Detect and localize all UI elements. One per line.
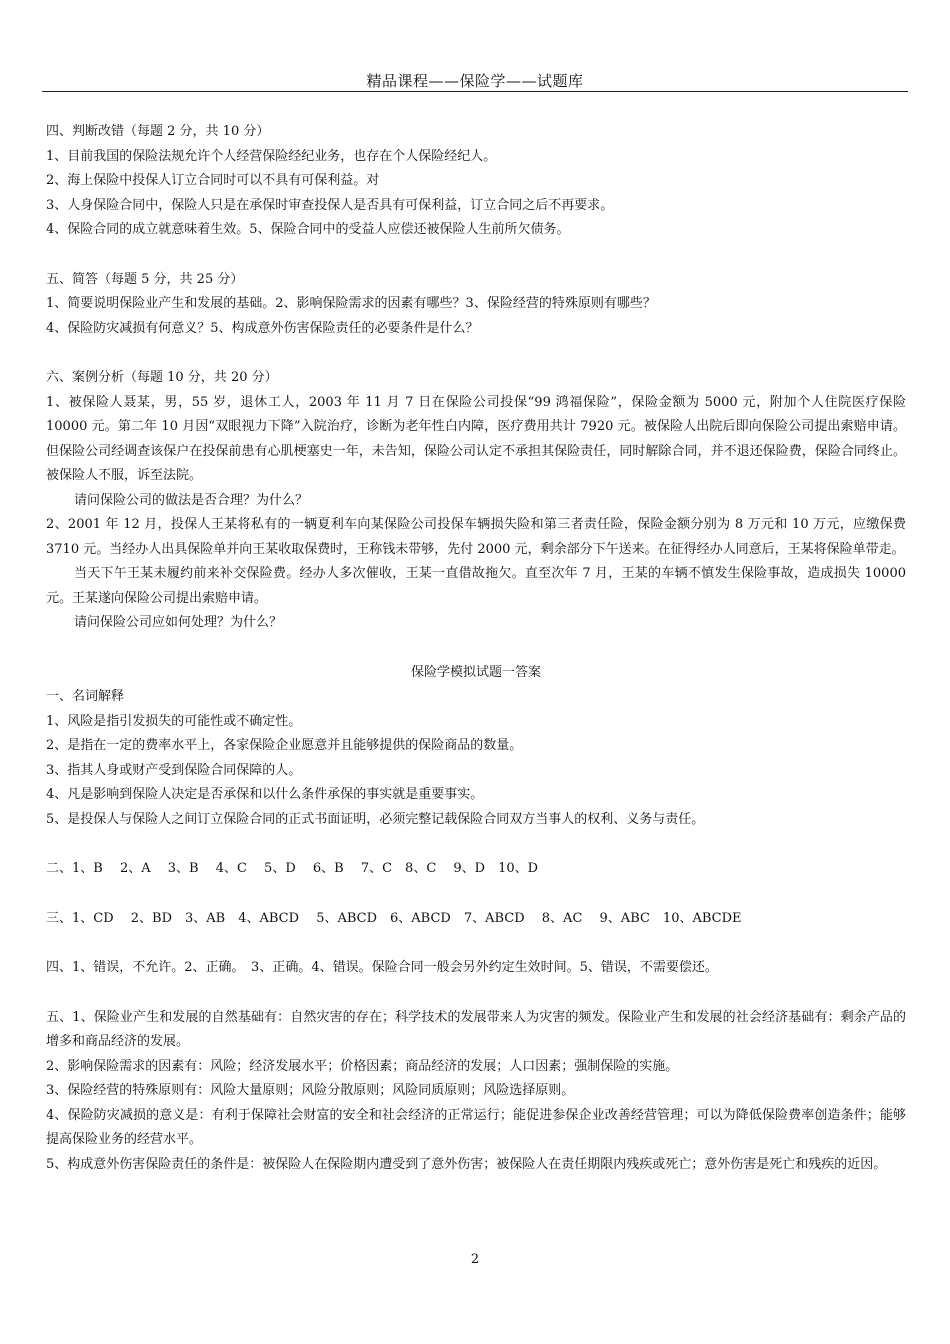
- section-heading: 五、简答（每题 5 分，共 25 分）: [46, 271, 244, 287]
- case-paragraph: 2、2001 年 12 月，投保人王某将私有的一辆夏利车向某保险公司投保车辆损失险和第三者责任险，保险金额分别为 8 万元和 10 万元，应缴保费 3710 元。当经办人出具保险单并向王某收取保费时，王称钱未带够，先付 2000 元，剩余部分下午送来。在征得经办人同意后，王某将保险单带走。: [46, 517, 906, 557]
- case-question: 请问保险公司的做法是否合理？为什么？: [74, 492, 309, 508]
- answer-item: 二、1、B 2、A 3、B 4、C 5、D 6、B 7、C 8、C 9、D 10、D: [46, 861, 539, 876]
- header-divider: [42, 91, 908, 92]
- answer-item: 3、保险经营的特殊原则有：风险大量原则；风险分散原则；风险同质原则；风险选择原则。: [46, 1083, 575, 1098]
- case-paragraph: 1、被保险人聂某，男，55 岁，退休工人，2003 年 11 月 7 日在保险公司投保“99 鸿福保险”，保险金额为 5000 元，附加个人住院医疗保险 10000 元。第二年 10 月因“双眼视力下降”入院治疗，诊断为老年性白内障，医疗费用共计 7920 元。被保险人出院后即向保险公司提出索赔申请。但保险公司经调查该保户在投保前患有心肌梗塞史一年，未告知，保险公司认定不承担其保险责任，同时解除合同，并不退还保险费，保险合同终止。被保险人不服，诉至法院。: [46, 394, 906, 483]
- answer-item: 3、指其人身或财产受到保险合同保障的人。: [46, 762, 302, 778]
- answers-title: 保险学模拟试题一答案: [410, 664, 541, 680]
- question-item: 1、目前我国的保险法规允许个人经营保险经纪业务，也存在个人保险经纪人。: [46, 148, 497, 164]
- spacer: [46, 636, 906, 661]
- spacer: [46, 243, 906, 268]
- answer-item: 五、1、保险业产生和发展的自然基础有：自然灾害的存在；科学技术的发展带来人为灾害的频发。保险业产生和发展的社会经济基础有：剩余产品的增多和商品经济的发展。: [46, 1009, 906, 1049]
- page-header-title: 精品课程——保险学——试题库: [366, 72, 584, 90]
- spacer: [46, 882, 906, 907]
- section-heading: 六、案例分析（每题 10 分，共 20 分）: [46, 370, 278, 385]
- answer-item: 四、1、错误，不允许。2、正确。 3、正确。4、错误。保险合同一般会另外约定生效时间。5、错误，不需要偿还。: [46, 960, 718, 975]
- answer-item: 2、是指在一定的费率水平上，各家保险企业愿意并且能够提供的保险商品的数量。: [46, 738, 523, 753]
- section-heading: 一、名词解释: [46, 689, 125, 704]
- page-number: 2: [470, 1252, 480, 1267]
- case-paragraph: 当天下午王某未履约前来补交保险费。经办人多次催收，王某一直借故拖欠。直至次年 7 月，王某的车辆不慎发生保险事故，造成损失 10000 元。王某遂向保险公司提出索赔申请。: [46, 566, 906, 606]
- spacer: [46, 981, 906, 1006]
- question-item: 3、人身保险合同中，保险人只是在承保时审查投保人是否具有可保利益，订立合同之后不再要求。: [46, 197, 614, 213]
- document-body: [46, 120, 906, 1177]
- section-heading: 四、判断改错（每题 2 分，共 10 分）: [46, 124, 270, 139]
- question-item: 4、保险合同的成立就意味着生效。5、保险合同中的受益人应偿还被保险人生前所欠债务。: [46, 222, 570, 237]
- answer-item: 5、构成意外伤害保险责任的条件是：被保险人在保险期内遭受到了意外伤害；被保险人在责任期限内残疾或死亡；意外伤害是死亡和残疾的近因。: [46, 1156, 887, 1172]
- answer-item: 4、凡是影响到保险人决定是否承保和以什么条件承保的事实就是重要事实。: [46, 787, 484, 802]
- question-item: 2、海上保险中投保人订立合同时可以不具有可保利益。对: [46, 173, 380, 188]
- spacer: [46, 931, 906, 956]
- answer-item: 三、1、CD 2、BD 3、AB 4、ABCD 5、ABCD 6、ABCD 7、ABCD 8、AC 9、ABC 10、ABCDE: [46, 910, 742, 926]
- answer-item: 4、保险防灾减损的意义是：有利于保障社会财富的安全和社会经济的正常运行；能促进参保企业改善经营管理；可以为降低保险费率创造条件；能够提高保险业务的经营水平。: [46, 1107, 906, 1147]
- question-item: 1、简要说明保险业产生和发展的基础。2、影响保险需求的因素有哪些？3、保险经营的特殊原则有哪些？: [46, 296, 656, 311]
- spacer: [46, 341, 906, 366]
- answer-item: 2、影响保险需求的因素有：风险；经济发展水平；价格因素；商品经济的发展；人口因素；强制保险的实施。: [46, 1058, 679, 1074]
- case-question: 请问保险公司应如何处理？为什么？: [74, 615, 283, 630]
- question-item: 4、保险防灾减损有何意义？5、构成意外伤害保险责任的必要条件是什么？: [46, 320, 479, 336]
- answer-item: 1、风险是指引发损失的可能性或不确定性。: [46, 713, 302, 729]
- spacer: [46, 832, 906, 857]
- answer-item: 5、是投保人与保险人之间订立保险合同的正式书面证明，必须完整记载保险合同双方当事人的权利、义务与责任。: [46, 811, 705, 827]
